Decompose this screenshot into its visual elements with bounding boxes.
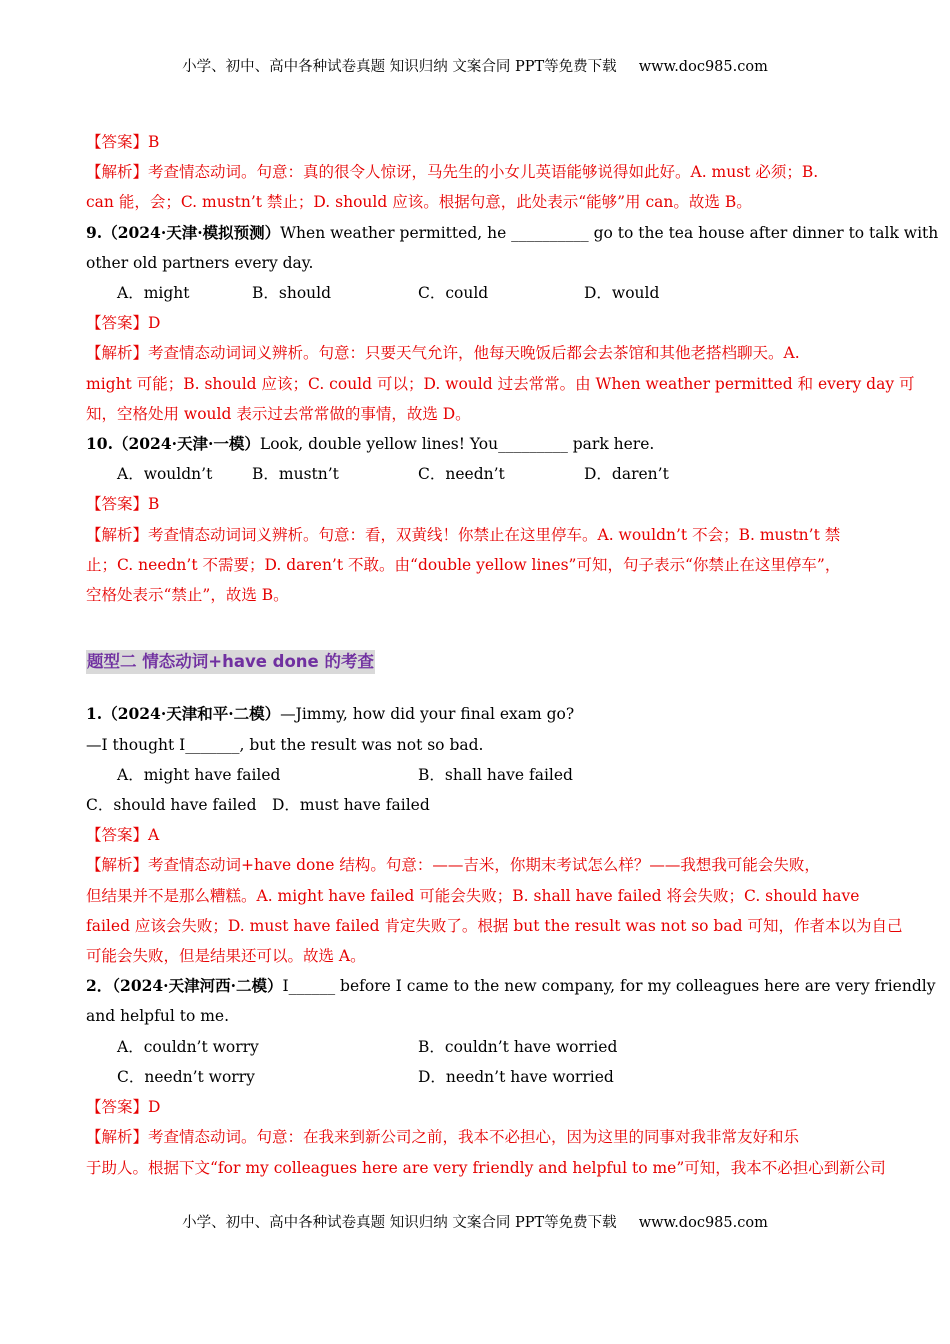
option-d: D．needn’t have worried bbox=[418, 1067, 614, 1086]
question-9-number: 9. bbox=[86, 222, 103, 242]
s2-question-1 bbox=[86, 699, 866, 729]
option-a: A．couldn’t worry bbox=[117, 1037, 259, 1056]
option-d: D．daren’t bbox=[584, 465, 669, 484]
s2-question-1-number: 1. bbox=[86, 704, 103, 724]
analysis-9-line3: 知，空格处用 would 表示过去常常做的事情，故选 D。 bbox=[86, 404, 471, 423]
s2-question-1-options-row2: C．should have failed D．must have failed bbox=[86, 796, 430, 815]
analysis-8-line1: 【解析】考查情态动词。句意：真的很令人惊讶，马先生的小女儿英语能够说得如此好。A. must 必须；B. bbox=[86, 163, 819, 182]
s2-question-1-source: （2024·天津和平·二模） bbox=[102, 704, 281, 724]
s2-analysis-2-line2: 于助人。根据下文“for my colleagues here are very friendly and helpful to me”可知，我本不必担心到新公司 bbox=[86, 1158, 886, 1177]
answer-8: 【答案】B bbox=[86, 133, 160, 151]
page-header bbox=[0, 57, 950, 77]
page-footer bbox=[0, 1213, 950, 1233]
option-a: A．might have failed bbox=[117, 765, 281, 784]
option-b: B．mustn’t bbox=[252, 465, 339, 484]
question-10-source: （2024·天津·一模） bbox=[112, 434, 260, 454]
s2-question-1-stem: —Jimmy, how did your final exam go? bbox=[280, 705, 575, 724]
answer-9: 【答案】D bbox=[86, 314, 161, 333]
section-heading: 题型二 情态动词+have done 的考查 bbox=[86, 650, 375, 674]
question-9-stem-cont: other old partners every day. bbox=[86, 253, 314, 272]
s2-question-2-options-row1 bbox=[86, 1032, 866, 1062]
option-b: B．couldn’t have worried bbox=[418, 1037, 618, 1056]
option-c: C．could bbox=[418, 284, 489, 303]
footer-text: 小学、初中、高中各种试卷真题 知识归纳 文案合同 PPT等免费下载 bbox=[182, 1215, 617, 1231]
s2-question-2-stem-cont: and helpful to me. bbox=[86, 1007, 229, 1026]
s2-question-2-source: （2024·天津河西·二模） bbox=[112, 976, 283, 996]
s2-analysis-1-line2: 但结果并不是那么糟糕。A. might have failed 可能会失败；B. shall have failed 将会失败；C. should have bbox=[86, 886, 860, 905]
s2-question-2-stem: I______ before I came to the new company, for my colleagues here are very friendly bbox=[282, 977, 936, 996]
s2-analysis-1-line4: 可能会失败，但是结果还可以。故选 A。 bbox=[86, 947, 366, 966]
header-text: 小学、初中、高中各种试卷真题 知识归纳 文案合同 PPT等免费下载 bbox=[182, 59, 617, 75]
s2-question-2-number: 2． bbox=[86, 976, 113, 996]
question-9-source: （2024·天津·模拟预测） bbox=[102, 222, 281, 242]
header-url[interactable]: www.doc985.com bbox=[638, 59, 768, 75]
s2-analysis-2-line1: 【解析】考查情态动词。句意：在我来到新公司之前，我本不必担心，因为这里的同事对我非常友好和乐 bbox=[86, 1128, 800, 1147]
s2-answer-2: 【答案】D bbox=[86, 1098, 161, 1117]
analysis-10-line3: 空格处表示“禁止”，故选 B。 bbox=[86, 586, 289, 605]
analysis-9-line1: 【解析】考查情态动词词义辨析。句意：只要天气允许，他每天晚饭后都会去茶馆和其他老搭档聊天。A. bbox=[86, 344, 800, 363]
answer-10: 【答案】B bbox=[86, 495, 160, 514]
analysis-8-line2: can 能，会；C. mustn’t 禁止；D. should 应该。根据句意，此处表示“能够”用 can。故选 B。 bbox=[86, 193, 752, 212]
option-a: A．wouldn’t bbox=[117, 465, 213, 484]
s2-question-2 bbox=[86, 971, 936, 1001]
question-10-stem: Look, double yellow lines! You_________ park here. bbox=[259, 435, 655, 454]
s2-question-1-options-row1 bbox=[86, 760, 866, 790]
document-body bbox=[86, 127, 939, 1183]
question-10 bbox=[86, 429, 866, 459]
footer-url[interactable]: www.doc985.com bbox=[638, 1215, 768, 1231]
s2-question-2-options-row2 bbox=[86, 1062, 866, 1092]
option-c: C．needn’t bbox=[418, 465, 505, 484]
option-d: D．would bbox=[584, 284, 660, 303]
option-a: A．might bbox=[117, 284, 190, 303]
analysis-10-line1: 【解析】考查情态动词词义辨析。句意：看，双黄线！你禁止在这里停车。A. wouldn’t 不会；B. mustn’t 禁 bbox=[86, 525, 841, 544]
s2-analysis-1-line1: 【解析】考查情态动词+have done 结构。句意：——吉米，你期末考试怎么样？——我想我可能会失败， bbox=[86, 856, 820, 875]
option-b: B．shall have failed bbox=[418, 765, 573, 784]
option-c: C．needn’t worry bbox=[117, 1067, 255, 1086]
s2-answer-1: 【答案】A bbox=[86, 826, 160, 845]
question-9-options bbox=[86, 278, 866, 308]
analysis-10-line2: 止；C. needn’t 不需要；D. daren’t 不敢。由“double yellow lines”可知，句子表示“你禁止在这里停车”， bbox=[86, 555, 841, 574]
s2-question-1-stem-cont: —I thought I_______, but the result was not so bad. bbox=[86, 735, 484, 754]
question-10-number: 10. bbox=[86, 434, 113, 454]
analysis-9-line2: might 可能；B. should 应该；C. could 可以；D. would 过去常常。由 When weather permitted 和 every day 可 bbox=[86, 374, 915, 393]
s2-analysis-1-line3: failed 应该会失败；D. must have failed 肯定失败了。根据 but the result was not so bad 可知，作者本以为自己 bbox=[86, 916, 903, 935]
option-b: B．should bbox=[252, 284, 332, 303]
question-9 bbox=[86, 218, 939, 248]
question-9-stem: When weather permitted, he __________ go to the tea house after dinner to talk with bbox=[280, 223, 939, 242]
question-10-options bbox=[86, 459, 866, 489]
